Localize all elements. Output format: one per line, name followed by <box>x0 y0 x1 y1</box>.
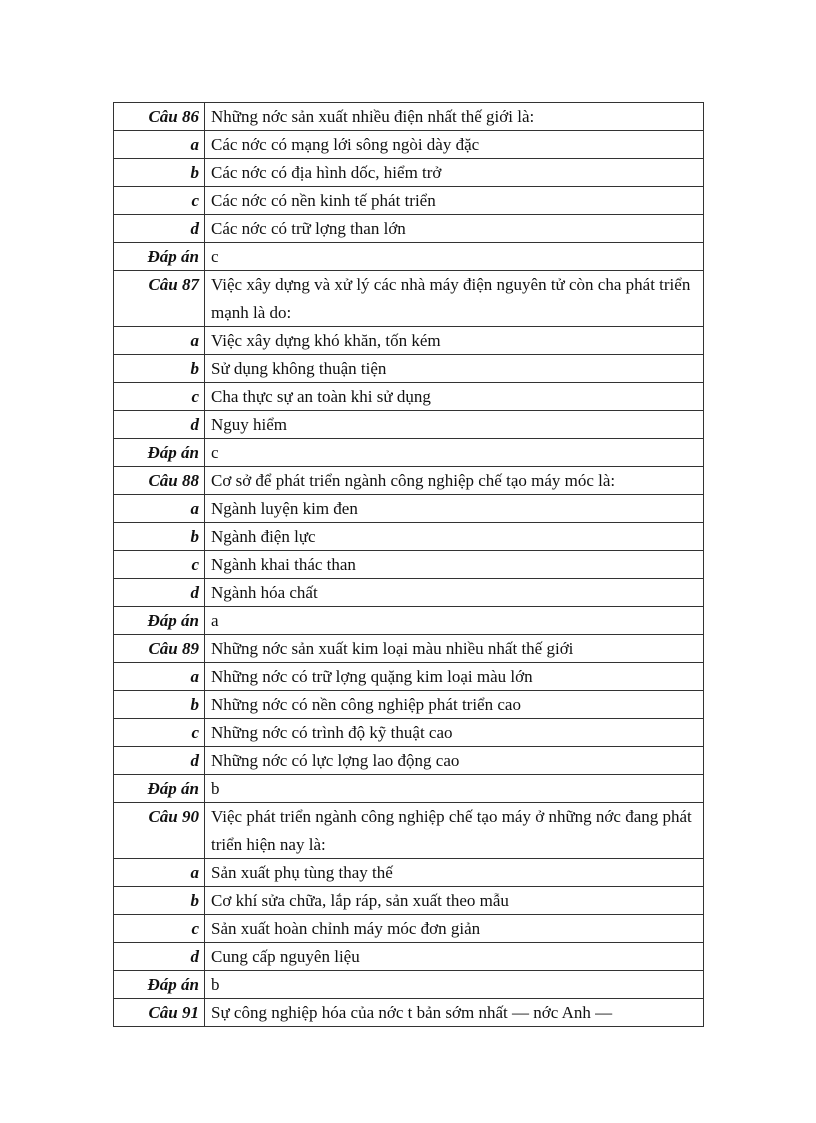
option-text: Việc xây dựng khó khăn, tốn kém <box>205 327 704 355</box>
question-text: Sự công nghiệp hóa của nớc t bản sớm nhất — nớc Anh — <box>205 999 704 1027</box>
answer-label: Đáp án <box>114 243 205 271</box>
option-letter: a <box>114 495 205 523</box>
table-row <box>114 999 704 1027</box>
question-number: Câu 88 <box>114 467 205 495</box>
table-row <box>114 635 704 663</box>
table-row <box>114 887 704 915</box>
quiz-table-body <box>114 103 704 1027</box>
table-row <box>114 579 704 607</box>
option-letter: d <box>114 215 205 243</box>
table-row <box>114 943 704 971</box>
table-row <box>114 523 704 551</box>
answer-value: b <box>205 775 704 803</box>
question-text: Những nớc sản xuất nhiều điện nhất thế giới là: <box>205 103 704 131</box>
option-text: Sử dụng không thuận tiện <box>205 355 704 383</box>
answer-value: c <box>205 243 704 271</box>
option-text: Cơ khí sửa chữa, lắp ráp, sản xuất theo mẫu <box>205 887 704 915</box>
option-letter: b <box>114 159 205 187</box>
option-letter: b <box>114 691 205 719</box>
table-row <box>114 327 704 355</box>
option-letter: b <box>114 523 205 551</box>
option-letter: d <box>114 411 205 439</box>
table-row <box>114 355 704 383</box>
option-letter: a <box>114 663 205 691</box>
table-row <box>114 663 704 691</box>
option-letter: d <box>114 579 205 607</box>
option-text: Các nớc có địa hình dốc, hiểm trở <box>205 159 704 187</box>
quiz-table <box>113 102 704 1027</box>
option-text: Ngành khai thác than <box>205 551 704 579</box>
option-text: Các nớc có nền kinh tế phát triển <box>205 187 704 215</box>
question-number: Câu 89 <box>114 635 205 663</box>
question-text: Cơ sở để phát triển ngành công nghiệp chế tạo máy móc là: <box>205 467 704 495</box>
answer-label: Đáp án <box>114 439 205 467</box>
option-letter: c <box>114 719 205 747</box>
answer-label: Đáp án <box>114 607 205 635</box>
table-row <box>114 551 704 579</box>
table-row <box>114 971 704 999</box>
option-letter: b <box>114 355 205 383</box>
table-row <box>114 383 704 411</box>
option-letter: a <box>114 131 205 159</box>
table-row <box>114 131 704 159</box>
table-row <box>114 803 704 859</box>
option-letter: a <box>114 327 205 355</box>
answer-label: Đáp án <box>114 971 205 999</box>
table-row <box>114 103 704 131</box>
option-text: Ngành điện lực <box>205 523 704 551</box>
table-row <box>114 243 704 271</box>
option-letter: d <box>114 747 205 775</box>
table-row <box>114 411 704 439</box>
question-text: Những nớc sản xuất kim loại màu nhiều nhất thế giới <box>205 635 704 663</box>
question-text: Việc xây dựng và xử lý các nhà máy điện nguyên tử còn cha phát triển mạnh là do: <box>205 271 704 327</box>
table-row <box>114 607 704 635</box>
option-text: Những nớc có nền công nghiệp phát triển cao <box>205 691 704 719</box>
table-row <box>114 691 704 719</box>
answer-value: b <box>205 971 704 999</box>
option-text: Cha thực sự an toàn khi sử dụng <box>205 383 704 411</box>
answer-value: a <box>205 607 704 635</box>
option-text: Những nớc có trình độ kỹ thuật cao <box>205 719 704 747</box>
option-letter: c <box>114 383 205 411</box>
table-row <box>114 467 704 495</box>
table-row <box>114 187 704 215</box>
answer-value: c <box>205 439 704 467</box>
table-row <box>114 495 704 523</box>
table-row <box>114 159 704 187</box>
option-text: Ngành luyện kim đen <box>205 495 704 523</box>
table-row <box>114 719 704 747</box>
option-text: Sản xuất phụ tùng thay thế <box>205 859 704 887</box>
question-text: Việc phát triển ngành công nghiệp chế tạo máy ở những nớc đang phát triển hiện nay là: <box>205 803 704 859</box>
table-row <box>114 215 704 243</box>
table-row <box>114 859 704 887</box>
option-text: Cung cấp nguyên liệu <box>205 943 704 971</box>
option-text: Sản xuất hoàn chỉnh máy móc đơn giản <box>205 915 704 943</box>
question-number: Câu 86 <box>114 103 205 131</box>
option-letter: d <box>114 943 205 971</box>
answer-label: Đáp án <box>114 775 205 803</box>
option-text: Các nớc có mạng lới sông ngòi dày đặc <box>205 131 704 159</box>
table-row <box>114 775 704 803</box>
option-text: Các nớc có trữ lợng than lớn <box>205 215 704 243</box>
option-letter: b <box>114 887 205 915</box>
table-row <box>114 271 704 327</box>
option-letter: a <box>114 859 205 887</box>
question-number: Câu 90 <box>114 803 205 859</box>
question-number: Câu 91 <box>114 999 205 1027</box>
table-row <box>114 439 704 467</box>
option-text: Nguy hiểm <box>205 411 704 439</box>
question-number: Câu 87 <box>114 271 205 327</box>
option-letter: c <box>114 187 205 215</box>
option-text: Những nớc có trữ lợng quặng kim loại màu lớn <box>205 663 704 691</box>
option-letter: c <box>114 551 205 579</box>
option-text: Ngành hóa chất <box>205 579 704 607</box>
table-row <box>114 747 704 775</box>
option-letter: c <box>114 915 205 943</box>
table-row <box>114 915 704 943</box>
option-text: Những nớc có lực lợng lao động cao <box>205 747 704 775</box>
